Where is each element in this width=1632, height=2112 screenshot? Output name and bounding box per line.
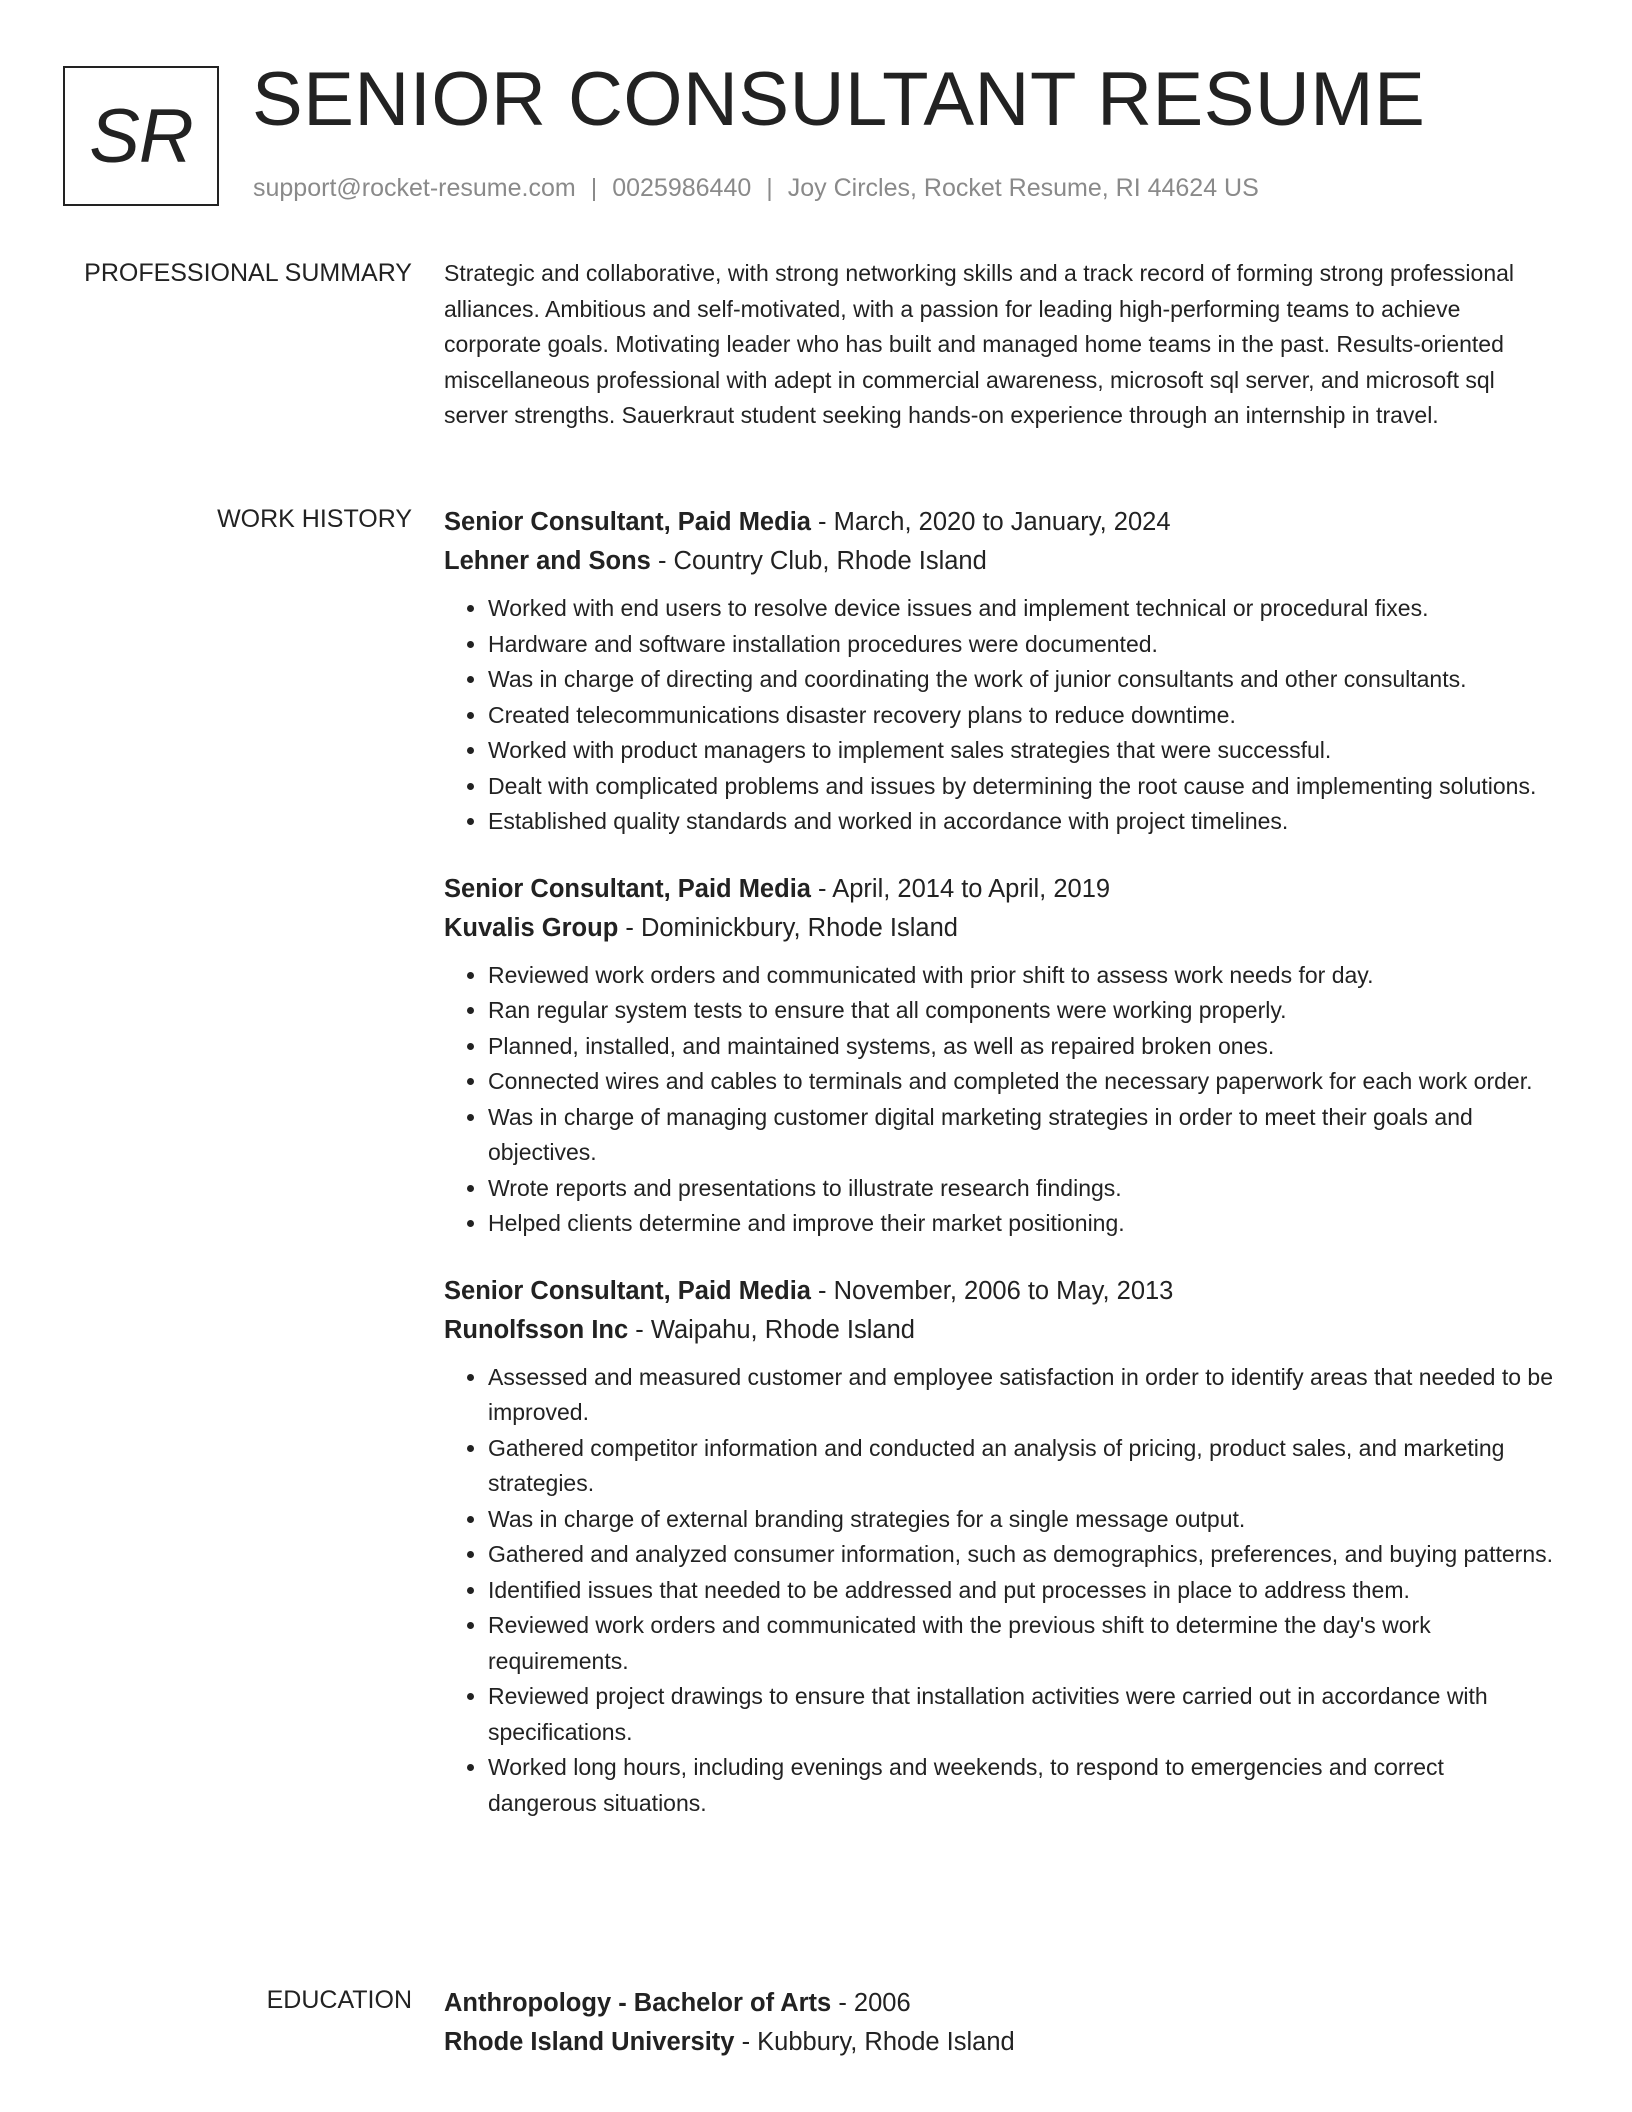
education-location: - Kubbury, Rhode Island (734, 2028, 1015, 2056)
contact-phone[interactable]: 0025986440 (612, 174, 752, 202)
education-school-line (444, 2023, 1556, 2062)
job-title: Senior Consultant, Paid Media (444, 508, 811, 536)
contact-separator: | (766, 174, 773, 202)
job-company: Kuvalis Group (444, 913, 619, 942)
job-company-line (444, 1311, 1556, 1350)
summary-body (444, 256, 1556, 434)
education-year: - 2006 (831, 1989, 911, 2017)
job-bullet: • Was in charge of external branding strategies for a single message output. (488, 1502, 1556, 1538)
job-bullet: • Reviewed work orders and communicated with the previous shift to determine the day's work requirements. (488, 1608, 1556, 1679)
contact-email[interactable]: support@rocket-resume.com (253, 174, 576, 202)
job-bullet: • Created telecommunications disaster recovery plans to reduce downtime. (488, 698, 1556, 734)
job-title-line (444, 870, 1556, 909)
summary-text: Strategic and collaborative, with strong networking skills and a track record of forming strong professional alliances. Ambitious and self-motivated, with a passion for leading high-performing teams to achieve corporate goals. Motivating leader who has built and managed home teams in the past. Results-oriented miscellaneous professional with adept in commercial awareness, microsoft sql server, and microsoft sql server strengths. Sauerkraut student seeking hands-on experience through an internship in travel. (444, 260, 1515, 428)
job-location: - Dominickbury, Rhode Island (618, 913, 958, 942)
job-bullet: • Assessed and measured customer and employee satisfaction in order to identify areas that needed to be improved. (488, 1360, 1556, 1431)
section-label-education: EDUCATION (266, 1986, 412, 2014)
contact-address: Joy Circles, Rocket Resume, RI 44624 US (787, 174, 1259, 202)
job-bullet: • Reviewed work orders and communicated with prior shift to assess work needs for day. (488, 958, 1556, 994)
education-degree: Anthropology - Bachelor of Arts (444, 1989, 832, 2017)
job-company: Lehner and Sons (444, 547, 651, 575)
education-school: Rhode Island University (444, 2028, 735, 2056)
resume-title: SENIOR CONSULTANT RESUME (252, 57, 1426, 142)
job-company: Runolfsson Inc (444, 1315, 629, 1344)
job-title: Senior Consultant, Paid Media (444, 874, 811, 903)
job-entry (444, 1272, 1556, 1822)
job-bullet: • Wrote reports and presentations to illustrate research findings. (488, 1171, 1556, 1207)
education-degree-line (444, 1984, 1556, 2023)
job-bullet: • Established quality standards and worked in accordance with project timelines. (488, 804, 1556, 840)
contact-separator: | (590, 174, 598, 202)
job-dates: - November, 2006 to May, 2013 (810, 1276, 1174, 1305)
job-bullet: • Gathered competitor information and conducted an analysis of pricing, product sales, and marketing strategies. (488, 1431, 1556, 1502)
job-bullet: • Identified issues that needed to be addressed and put processes in place to address them. (488, 1573, 1556, 1609)
job-title-line (444, 503, 1556, 542)
contact-line (253, 174, 1259, 203)
section-label-summary: PROFESSIONAL SUMMARY (84, 259, 412, 287)
job-bullet: • Gathered and analyzed consumer information, such as demographics, preferences, and buying patterns. (488, 1537, 1556, 1573)
job-bullet: • Helped clients determine and improve their market positioning. (488, 1206, 1556, 1242)
job-entry (444, 503, 1556, 840)
job-bullet: • Hardware and software installation procedures were documented. (488, 627, 1556, 663)
job-title-line (444, 1272, 1556, 1311)
education-body (444, 1984, 1556, 2062)
work-history-body (444, 503, 1556, 1851)
job-bullet: • Connected wires and cables to terminals and completed the necessary paperwork for each work order. (488, 1064, 1556, 1100)
monogram-badge (63, 66, 219, 206)
job-bullet: • Planned, installed, and maintained systems, as well as repaired broken ones. (488, 1029, 1556, 1065)
job-dates: - April, 2014 to April, 2019 (810, 874, 1111, 903)
job-title: Senior Consultant, Paid Media (444, 1276, 811, 1305)
job-location: - Country Club, Rhode Island (650, 547, 987, 575)
job-bullet: • Worked with product managers to implement sales strategies that were successful. (488, 733, 1556, 769)
job-location: - Waipahu, Rhode Island (628, 1315, 915, 1344)
job-bullet: • Worked with end users to resolve device issues and implement technical or procedural fixes. (488, 591, 1556, 627)
job-bullet-list (444, 1360, 1556, 1822)
monogram-initials: SR (89, 93, 193, 179)
job-entry (444, 870, 1556, 1242)
job-dates: - March, 2020 to January, 2024 (810, 508, 1171, 536)
job-bullet: • Reviewed project drawings to ensure that installation activities were carried out in accordance with specifications. (488, 1679, 1556, 1750)
job-bullet: • Ran regular system tests to ensure that all components were working properly. (488, 993, 1556, 1029)
job-bullet-list (444, 958, 1556, 1242)
job-bullet: • Worked long hours, including evenings and weekends, to respond to emergencies and correct dangerous situations. (488, 1750, 1556, 1821)
job-bullet: • Was in charge of managing customer digital marketing strategies in order to meet their goals and objectives. (488, 1100, 1556, 1171)
job-bullet: • Was in charge of directing and coordinating the work of junior consultants and other consultants. (488, 662, 1556, 698)
job-bullet-list (444, 591, 1556, 840)
job-company-line (444, 542, 1556, 581)
job-bullet: • Dealt with complicated problems and issues by determining the root cause and implementing solutions. (488, 769, 1556, 805)
section-label-work-history: WORK HISTORY (217, 505, 412, 533)
job-company-line (444, 909, 1556, 948)
